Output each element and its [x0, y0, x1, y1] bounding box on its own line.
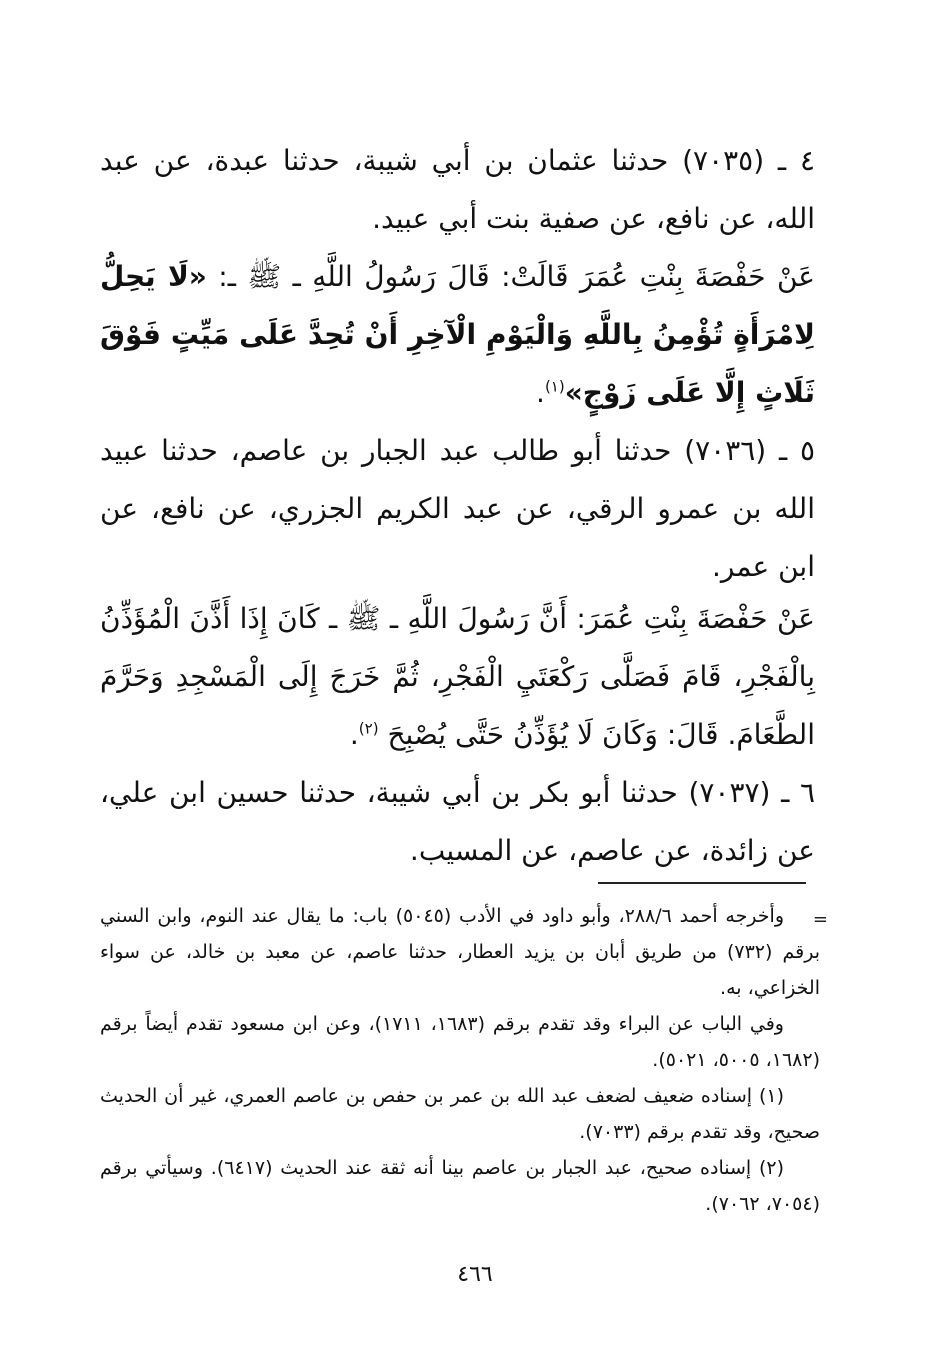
- hadith-4-matn-end: .: [536, 376, 545, 409]
- footnote-continuation-mark: =: [812, 909, 828, 930]
- footnote-item: (١) إسناده ضعيف لضعف عبد الله بن عمر بن حفص بن عاصم العمري، غير أن الحديث صحيح، وقد تقدم برقم (٧٠٣٣).: [100, 1085, 820, 1143]
- hadith-4-chain: ٤ ـ (٧٠٣٥) حدثنا عثمان بن أبي شيبة، حدثنا عبدة، عن عبد الله، عن نافع، عن صفية بنت أبي عبيد.: [100, 144, 815, 235]
- hadith-4-matn: [100, 248, 815, 422]
- hadith-4-footnote-ref: (١): [544, 377, 565, 396]
- hadith-4-matn-intro: عَنْ حَفْصَةَ بِنْتِ عُمَرَ قَالَتْ: قَالَ رَسُولُ اللَّهِ ـ ﷺ ـ:: [206, 260, 816, 293]
- hadith-6-chain: ٦ ـ (٧٠٣٧) حدثنا أبو بكر بن أبي شيبة، حدثنا حسين ابن علي، عن زائدة، عن عاصم، عن المسيب.: [100, 776, 815, 867]
- page-number: ٤٦٦: [457, 1262, 493, 1287]
- footnote-item: وفي الباب عن البراء وقد تقدم برقم (١٦٨٣، ١٧١١)، وعن ابن مسعود تقدم أيضاً برقم (١٦٨٢، ٥٠٠٥، ٥٠٢١).: [100, 1013, 820, 1071]
- footnote-item: وأخرجه أحمد ٢٨٨/٦، وأبو داود في الأدب (٥٠٤٥) باب: ما يقال عند النوم، وابن السني برقم (٧٣٢) من طريق أبان بن يزيد العطار، حدثنا عاصم، عن معبد بن خالد، عن سواء الخزاعي، به.: [100, 905, 820, 999]
- footnote-item: (٢) إسناده صحيح، عبد الجبار بن عاصم بينا أنه ثقة عند الحديث (٦٤١٧). وسيأتي برقم (٧٠٥٤، ٧٠٦٢).: [100, 1157, 820, 1215]
- hadith-5-matn-end: .: [349, 718, 359, 751]
- hadith-5-matn: [100, 590, 815, 764]
- footnote-separator: [598, 882, 806, 884]
- hadith-5-matn-intro: عَنْ حَفْصَةَ بِنْتِ عُمَرَ: أَنَّ رَسُولَ اللَّهِ ـ ﷺ ـ كَانَ إِذَا أَذَّنَ الْمُؤَذِّنُ بِالْفَجْرِ، قَامَ فَصَلَّى رَكْعَتَيِ الْفَجْرِ، ثُمَّ خَرَجَ إِلَى الْمَسْجِدِ وَحَرَّمَ الطَّعَامَ. قَالَ: وَكَانَ لَا يُؤَذِّنُ حَتَّى يُصْبِحَ: [100, 602, 815, 751]
- hadith-5-chain: ٥ ـ (٧٠٣٦) حدثنا أبو طالب عبد الجبار بن عاصم، حدثنا عبيد الله بن عمرو الرقي، عن عبد الكريم الجزري، عن نافع، عن ابن عمر.: [100, 434, 815, 583]
- hadith-5-footnote-ref: (٢): [358, 719, 379, 738]
- hadith-4-matn-quote: «لَا يَحِلُّ لِامْرَأَةٍ تُؤْمِنُ بِاللَّهِ وَالْيَوْمِ الْآخِرِ أَنْ تُحِدَّ عَلَى مَيِّتٍ فَوْقَ ثَلَاثٍ إِلَّا عَلَى زَوْجٍ»: [100, 260, 815, 409]
- footnotes: [100, 898, 828, 1222]
